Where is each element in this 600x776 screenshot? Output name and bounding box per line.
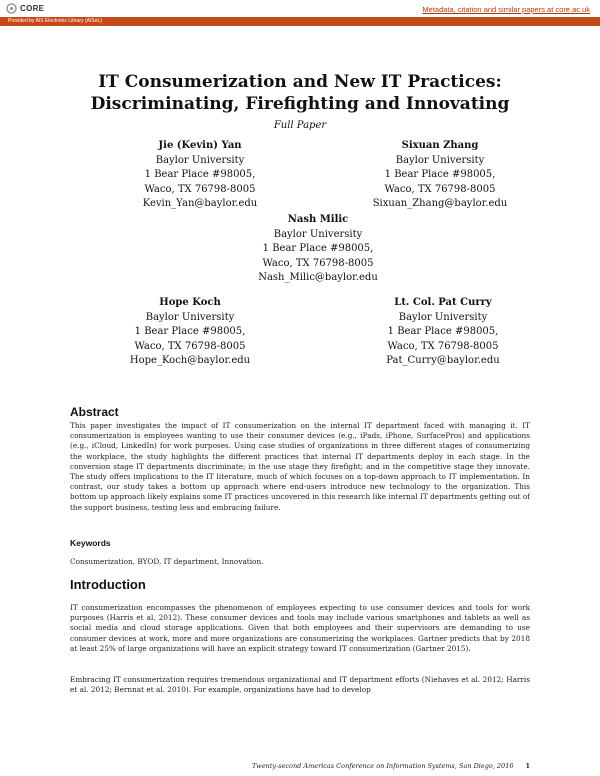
author-city: Waco, TX 76798-8005 xyxy=(384,183,496,195)
author-address: 1 Bear Place #98005, xyxy=(134,326,246,337)
author-block xyxy=(353,296,533,369)
author-affiliation: Baylor University xyxy=(145,311,235,323)
author-city: Waco, TX 76798-8005 xyxy=(262,257,374,269)
author-city: Waco, TX 76798-8005 xyxy=(387,340,499,352)
author-name: Jie (Kevin) Yan xyxy=(158,140,242,151)
author-email[interactable]: Hope_Koch@baylor.edu xyxy=(129,355,251,366)
author-block xyxy=(100,296,280,369)
author-email[interactable]: Pat_Curry@baylor.edu xyxy=(386,355,500,366)
core-logo[interactable] xyxy=(6,3,44,14)
paper-type: Full Paper xyxy=(273,120,327,131)
core-logo-text: CORE xyxy=(20,4,45,13)
abstract-heading: Abstract xyxy=(70,405,119,419)
author-affiliation: Baylor University xyxy=(398,311,488,323)
introduction-paragraph-1: IT consumerization encompasses the phenomenon of employees expecting to use consumer devices and tools for work purposes (Harris et al. 2012). These consumer devices and tools may include various smartphones and tablets as well as social media and cloud storage applications. Given that both employees and their supervisors are demanding to use consumer devices at work, more and more organizations are consumerizing the workplaces. Gartner predicts that by 2018 at least 25% of large organizations will have an explicit strategy toward IT consumerization (Gartner 2015). xyxy=(70,603,530,653)
author-name: Sixuan Zhang xyxy=(401,140,479,151)
author-block xyxy=(350,139,530,212)
author-address: 1 Bear Place #98005, xyxy=(387,326,499,337)
core-logo-icon xyxy=(6,3,17,14)
introduction-heading: Introduction xyxy=(70,577,146,592)
paper-title-line-2: Discriminating, Firefighting and Innovating xyxy=(90,94,510,114)
author-block xyxy=(110,139,290,212)
author-email[interactable]: Kevin_Yan@baylor.edu xyxy=(142,198,258,209)
author-address: 1 Bear Place #98005, xyxy=(144,169,256,180)
author-affiliation: Baylor University xyxy=(273,228,363,240)
page-number: 1 xyxy=(525,762,530,770)
author-address: 1 Bear Place #98005, xyxy=(262,243,374,254)
author-city: Waco, TX 76798-8005 xyxy=(144,183,256,195)
keywords-heading: Keywords xyxy=(70,538,111,548)
author-city: Waco, TX 76798-8005 xyxy=(134,340,246,352)
author-address: 1 Bear Place #98005, xyxy=(384,169,496,180)
page-footer xyxy=(200,762,530,770)
author-name: Hope Koch xyxy=(159,297,221,308)
core-metadata-link[interactable]: Metadata, citation and similar papers at core.ac.uk xyxy=(422,5,590,14)
introduction-paragraph-2: Embracing IT consumerization requires tremendous organizational and IT department efforts (Niehaves et al. 2012; Harris et al. 2012; Bernnat et al. 2010). For example, organizations have had to develop xyxy=(70,675,530,695)
keywords-text: Consumerization, BYOD, IT department, Innovation. xyxy=(70,557,264,566)
author-affiliation: Baylor University xyxy=(155,154,245,166)
author-block xyxy=(228,213,408,286)
paper-title-line-1: IT Consumerization and New IT Practices: xyxy=(98,72,502,92)
abstract-text: This paper investigates the impact of IT consumerization on the internal IT department faced with managing it. IT consumerization is employees wanting to use their consumer devices (e.g., iPads, iPhone, SurfacePros) and applications (e.g., iCloud, LinkedIn) for work purposes. Using case studies of organizations in three different stages of consumerizing the workplace, the study highlights the different practices that internal IT departments deploy in each stage. In the conversion stage IT departments discriminate; in the use stage they firefight; and in the competitive stage they innovate. The study offers implications to the IT literature, much of which focuses on a top-down approach to IT implementation. In contrast, our study takes a bottom up approach where end-users introduce new technology to the organization. This bottom up approach likely explains some IT practices uncovered in this research like internal IT departments getting out of the support business, testing less and embracing failure. xyxy=(70,421,530,512)
provided-by-banner[interactable]: Provided by AIS Electronic Library (AISeL) xyxy=(0,17,600,26)
author-email[interactable]: Nash_Milic@baylor.edu xyxy=(258,272,378,283)
author-affiliation: Baylor University xyxy=(395,154,485,166)
author-name: Nash Milic xyxy=(287,214,349,225)
author-name: Lt. Col. Pat Curry xyxy=(394,297,492,308)
author-email[interactable]: Sixuan_Zhang@baylor.edu xyxy=(372,198,508,209)
conference-name: Twenty-second Americas Conference on Information Systems, San Diego, 2016 xyxy=(252,762,514,770)
